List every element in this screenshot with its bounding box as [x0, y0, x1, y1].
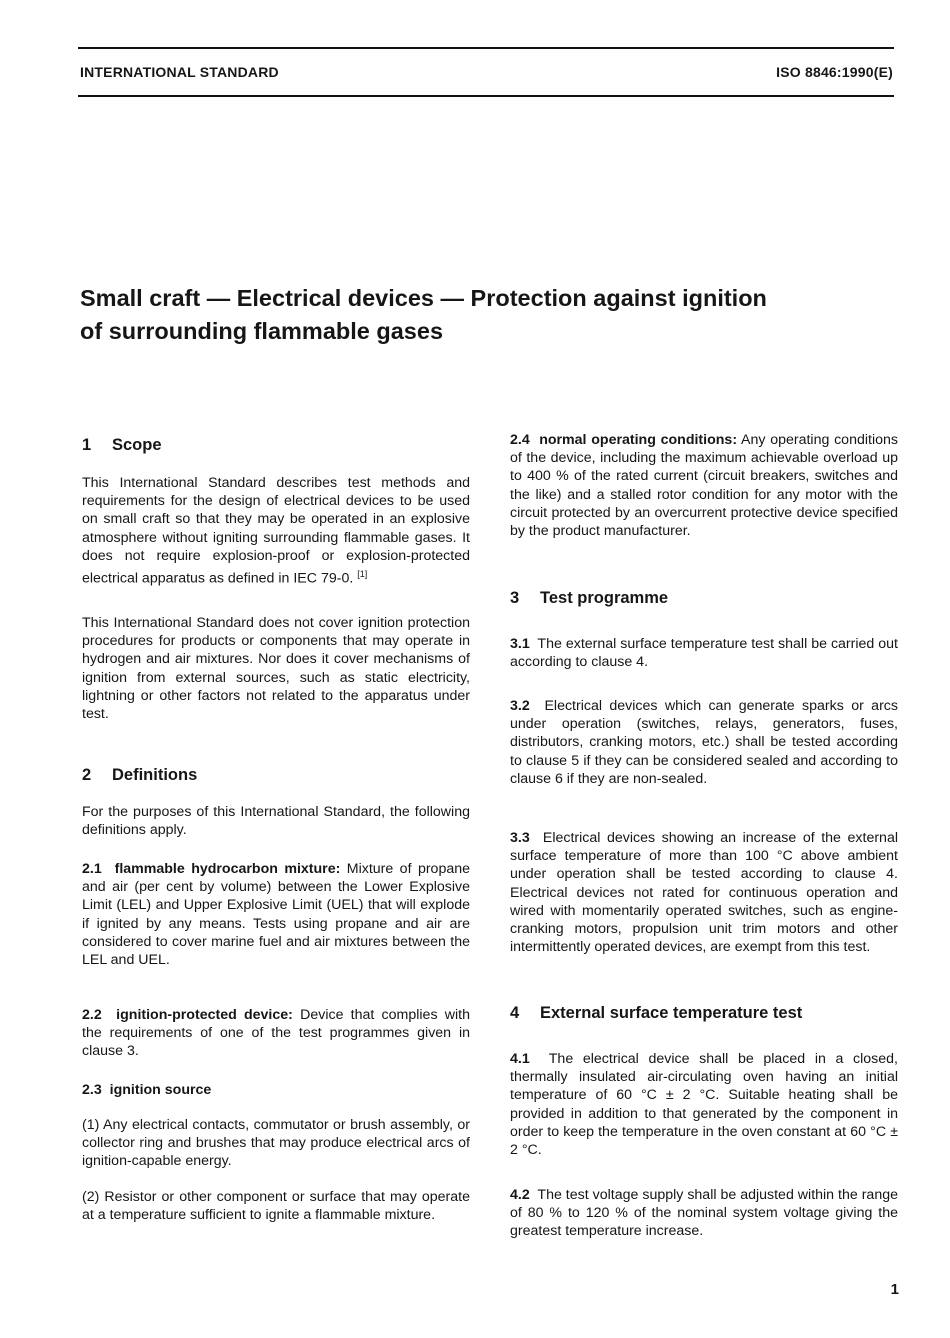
clause-3-2-text: Electrical devices which can generate sparks or arcs under operation (switches, relays, generators, fuses, distributors, cranking motors, etc.) shall be tested according to clause 5 if they can be considered sealed and according to clause 6 if they are non-sealed.	[510, 698, 898, 787]
definition-2-1-number: 2.1	[82, 861, 102, 877]
definition-2-1	[82, 860, 470, 969]
definition-2-2-number: 2.2	[82, 1007, 102, 1023]
section-4-heading	[510, 1004, 802, 1022]
ignition-source-item-2: (2) Resistor or other component or surface that may operate at a temperature sufficient to ignite a flammable mixture.	[82, 1189, 470, 1224]
definition-2-1-term: flammable hydrocarbon mixture:	[114, 861, 341, 877]
definition-2-1-text: Mixture of propane and air (per cent by volume) between the Lower Explosive Limit (LEL) and Upper Explosive Limit (UEL) that will explode if ignited by any means. Tests using propane and air are considered to cover marine fuel and air mixtures between the LEL and UEL.	[82, 861, 471, 969]
scope-paragraph-2: This International Standard does not cover ignition protection procedures for products or components that may operate in hydrogen and air mixtures. Nor does it cover mechanisms of ignition from external sources, such as static electricity, lightning or other factors not related to the apparatus under test.	[82, 615, 470, 723]
clause-3-2-number: 3.2	[510, 698, 530, 714]
clause-4-2	[510, 1186, 898, 1241]
ignition-source-item-1: (1) Any electrical contacts, commutator or brush assembly, or collector ring and brushes that may produce electrical arcs of ignition-capable energy.	[82, 1117, 470, 1170]
section-2-title: Definitions	[112, 766, 198, 784]
definition-2-4-text: Any operating conditions of the device, including the maximum achievable overload up to 400 % of the rated current (circuit breakers, switches and the like) and a stalled rotor condition for any motor with the circuit protected by an overcurrent protective device specified by the product manufacturer.	[510, 432, 898, 540]
document-title	[80, 282, 880, 348]
header-top-rule	[78, 47, 894, 49]
reference-marker: [1]	[357, 569, 368, 580]
section-1-title: Scope	[112, 436, 162, 454]
page-number: 1	[890, 1281, 899, 1298]
definition-2-3-number: 2.3	[82, 1082, 102, 1098]
section-4-number: 4	[510, 1004, 520, 1022]
clause-3-1	[510, 635, 898, 671]
definition-2-4	[510, 431, 898, 540]
clause-3-3-text: Electrical devices showing an increase of the external surface temperature of more than 100 °C above ambient under operation shall be tested according to clause 4. Electrical devices not rated for continuous operation and wired with momentarily operated switches, such as engine-cranking motors, propulsion unit trim motors and other intermittently operated devices, are exempt from this test.	[510, 830, 898, 956]
clause-4-2-number: 4.2	[510, 1187, 530, 1203]
definition-2-2	[82, 1006, 470, 1061]
section-4-title: External surface temperature test	[540, 1004, 803, 1022]
definition-2-2-term: ignition-protected device:	[116, 1007, 293, 1023]
section-2-heading	[82, 766, 197, 784]
title-line-1: Small craft — Electrical devices — Protection against ignition	[80, 285, 767, 311]
definitions-intro: For the purposes of this International Standard, the following definitions apply.	[82, 804, 470, 839]
clause-3-3-number: 3.3	[510, 830, 530, 846]
clause-3-1-text: The external surface temperature test shall be carried out according to clause 4.	[510, 636, 898, 671]
scope-paragraph-1	[82, 474, 470, 588]
section-3-title: Test programme	[540, 589, 669, 607]
header-bottom-rule	[78, 95, 894, 97]
section-3-heading	[510, 589, 668, 607]
clause-3-1-number: 3.1	[510, 636, 530, 652]
definition-2-2-text: Device that complies with the requirements of one of the test programmes given in clause 3.	[82, 1007, 470, 1060]
definition-2-3-term: ignition source	[109, 1082, 212, 1098]
clause-4-1-number: 4.1	[510, 1051, 530, 1067]
section-3-number: 3	[510, 589, 520, 607]
section-1-heading	[82, 436, 162, 454]
scope-paragraph-1-text: This International Standard describes test methods and requirements for the design of electrical devices to be used on small craft so that they may be operated in an explosive atmosphere without igniting surrounding flammable gases. It does not require explosion-proof or explosion-protected electrical apparatus as defined in IEC 79-0.	[82, 475, 470, 587]
section-1-number: 1	[82, 436, 92, 454]
definition-2-4-term: normal operating conditions:	[539, 432, 738, 448]
clause-4-1	[510, 1050, 898, 1159]
section-2-number: 2	[82, 766, 92, 784]
clause-3-2	[510, 697, 898, 788]
document-type-label: INTERNATIONAL STANDARD	[80, 64, 279, 80]
title-line-2: of surrounding flammable gases	[80, 318, 444, 344]
clause-4-1-text: The electrical device shall be placed in a closed, thermally insulated air-circulating oven having an initial temperature of 60 °C ± 2 °C. Suitable heating shall be provided in addition to that generated by the component in order to keep the temperature in the oven constant at 60 °C ± 2 °C.	[510, 1051, 898, 1159]
clause-4-2-text: The test voltage supply shall be adjusted within the range of 80 % to 120 % of the nominal system voltage giving the greatest temperature increase.	[510, 1187, 898, 1240]
definition-2-4-number: 2.4	[510, 432, 530, 448]
clause-3-3	[510, 829, 898, 956]
document-number: ISO 8846:1990(E)	[776, 64, 893, 80]
definition-2-3	[82, 1081, 470, 1099]
